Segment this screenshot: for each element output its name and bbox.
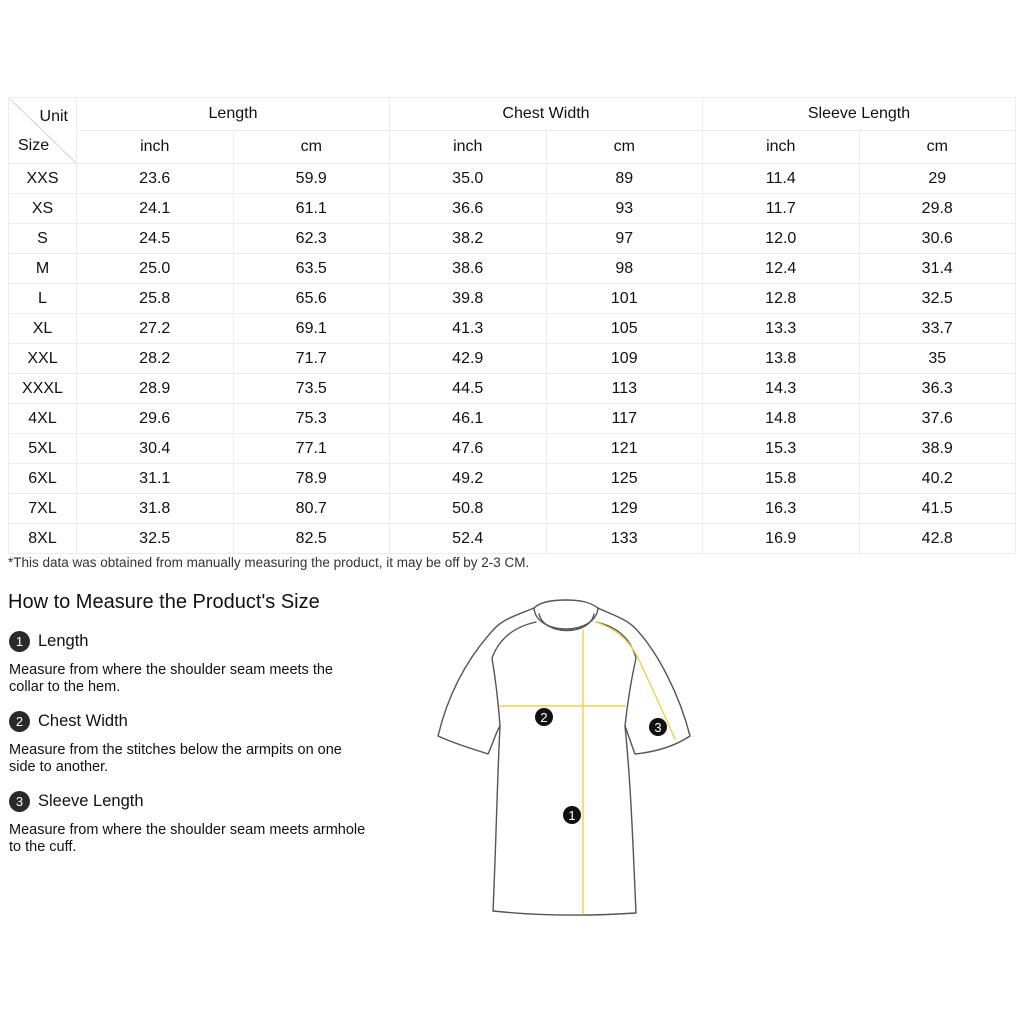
table-cell: 38.6 xyxy=(390,254,547,284)
table-cell: 29.8 xyxy=(859,194,1016,224)
tshirt-outline xyxy=(438,608,690,915)
step-sleeve-length-heading xyxy=(9,791,144,812)
svg-text:1: 1 xyxy=(568,808,576,823)
table-cell: 35 xyxy=(859,344,1016,374)
step-title: Sleeve Length xyxy=(38,792,144,810)
table-row xyxy=(9,404,1016,434)
step-title: Chest Width xyxy=(38,712,128,730)
table-cell: 80.7 xyxy=(233,494,390,524)
table-cell: 49.2 xyxy=(390,464,547,494)
table-cell: 24.1 xyxy=(77,194,234,224)
table-cell: 105 xyxy=(546,314,703,344)
table-cell: 25.8 xyxy=(77,284,234,314)
size-label-cell: M xyxy=(9,254,77,284)
unit-header: cm xyxy=(546,131,703,164)
table-cell: 117 xyxy=(546,404,703,434)
table-cell: 30.4 xyxy=(77,434,234,464)
table-cell: 38.2 xyxy=(390,224,547,254)
table-cell: 65.6 xyxy=(233,284,390,314)
corner-cell xyxy=(9,98,77,164)
table-cell: 37.6 xyxy=(859,404,1016,434)
table-cell: 121 xyxy=(546,434,703,464)
table-cell: 62.3 xyxy=(233,224,390,254)
table-row xyxy=(9,434,1016,464)
table-cell: 15.3 xyxy=(703,434,860,464)
unit-header: inch xyxy=(703,131,860,164)
table-cell: 71.7 xyxy=(233,344,390,374)
table-cell: 31.1 xyxy=(77,464,234,494)
step-length-description: Measure from where the shoulder seam meets the collar to the hem. xyxy=(9,662,333,695)
table-cell: 32.5 xyxy=(859,284,1016,314)
unit-header: inch xyxy=(390,131,547,164)
tshirt-raglan-seam-right xyxy=(596,622,636,726)
table-row xyxy=(9,344,1016,374)
table-cell: 63.5 xyxy=(233,254,390,284)
size-label-cell: S xyxy=(9,224,77,254)
table-cell: 13.8 xyxy=(703,344,860,374)
table-cell: 93 xyxy=(546,194,703,224)
table-cell: 31.4 xyxy=(859,254,1016,284)
size-label-cell: XL xyxy=(9,314,77,344)
size-label-cell: XS xyxy=(9,194,77,224)
table-cell: 97 xyxy=(546,224,703,254)
how-to-title: How to Measure the Product's Size xyxy=(8,591,320,613)
table-cell: 41.3 xyxy=(390,314,547,344)
table-cell: 40.2 xyxy=(859,464,1016,494)
table-row xyxy=(9,254,1016,284)
table-cell: 14.8 xyxy=(703,404,860,434)
size-label-cell: 4XL xyxy=(9,404,77,434)
table-cell: 129 xyxy=(546,494,703,524)
step-length-heading xyxy=(9,631,88,652)
table-cell: 35.0 xyxy=(390,164,547,194)
size-label-cell: 7XL xyxy=(9,494,77,524)
table-cell: 16.3 xyxy=(703,494,860,524)
table-row xyxy=(9,284,1016,314)
tshirt-raglan-seam-left xyxy=(492,622,536,726)
size-label-cell: 5XL xyxy=(9,434,77,464)
table-cell: 61.1 xyxy=(233,194,390,224)
table-cell: 24.5 xyxy=(77,224,234,254)
table-row xyxy=(9,374,1016,404)
size-label-cell: 8XL xyxy=(9,524,77,554)
table-cell: 16.9 xyxy=(703,524,860,554)
size-label-cell: L xyxy=(9,284,77,314)
table-cell: 15.8 xyxy=(703,464,860,494)
table-cell: 41.5 xyxy=(859,494,1016,524)
marker-1-icon xyxy=(563,806,581,824)
table-cell: 77.1 xyxy=(233,434,390,464)
header-row-units xyxy=(9,131,1016,164)
table-cell: 30.6 xyxy=(859,224,1016,254)
size-label-cell: XXL xyxy=(9,344,77,374)
group-header-length: Length xyxy=(77,98,390,131)
table-row xyxy=(9,524,1016,554)
size-label-cell: XXS xyxy=(9,164,77,194)
table-cell: 12.4 xyxy=(703,254,860,284)
table-cell: 133 xyxy=(546,524,703,554)
table-cell: 36.3 xyxy=(859,374,1016,404)
corner-size-label: Size xyxy=(18,137,50,154)
table-cell: 113 xyxy=(546,374,703,404)
header-row-groups xyxy=(9,98,1016,131)
table-cell: 44.5 xyxy=(390,374,547,404)
unit-header: cm xyxy=(233,131,390,164)
table-row xyxy=(9,464,1016,494)
unit-header: cm xyxy=(859,131,1016,164)
step-title: Length xyxy=(38,632,89,650)
table-cell: 29 xyxy=(859,164,1016,194)
size-label-cell: XXXL xyxy=(9,374,77,404)
table-cell: 50.8 xyxy=(390,494,547,524)
table-cell: 73.5 xyxy=(233,374,390,404)
table-cell: 125 xyxy=(546,464,703,494)
table-cell: 59.9 xyxy=(233,164,390,194)
marker-2-icon xyxy=(535,708,553,726)
table-row xyxy=(9,494,1016,524)
corner-unit-label: Unit xyxy=(39,108,68,125)
tshirt-collar-outer xyxy=(534,600,598,629)
table-cell: 31.8 xyxy=(77,494,234,524)
table-cell: 14.3 xyxy=(703,374,860,404)
unit-header: inch xyxy=(77,131,234,164)
svg-text:3: 3 xyxy=(654,720,662,735)
size-table xyxy=(8,97,1016,554)
table-cell: 78.9 xyxy=(233,464,390,494)
table-cell: 11.7 xyxy=(703,194,860,224)
table-cell: 42.8 xyxy=(859,524,1016,554)
table-row xyxy=(9,194,1016,224)
tshirt-collar-inner xyxy=(539,614,594,631)
table-row xyxy=(9,164,1016,194)
table-cell: 13.3 xyxy=(703,314,860,344)
table-cell: 25.0 xyxy=(77,254,234,284)
table-cell: 36.6 xyxy=(390,194,547,224)
size-label-cell: 6XL xyxy=(9,464,77,494)
table-cell: 29.6 xyxy=(77,404,234,434)
table-cell: 75.3 xyxy=(233,404,390,434)
tshirt-measurement-diagram xyxy=(430,596,700,918)
size-table-body xyxy=(9,164,1016,554)
table-cell: 12.0 xyxy=(703,224,860,254)
table-row xyxy=(9,224,1016,254)
number-badge-3-icon: 3 xyxy=(9,791,30,812)
table-cell: 69.1 xyxy=(233,314,390,344)
table-cell: 38.9 xyxy=(859,434,1016,464)
number-badge-1-icon: 1 xyxy=(9,631,30,652)
table-cell: 28.2 xyxy=(77,344,234,374)
table-row xyxy=(9,314,1016,344)
measurement-note: *This data was obtained from manually measuring the product, it may be off by 2-3 CM. xyxy=(8,555,530,570)
table-cell: 32.5 xyxy=(77,524,234,554)
table-cell: 23.6 xyxy=(77,164,234,194)
group-header-chest-width: Chest Width xyxy=(390,98,703,131)
table-cell: 89 xyxy=(546,164,703,194)
table-cell: 28.9 xyxy=(77,374,234,404)
table-cell: 101 xyxy=(546,284,703,314)
table-cell: 33.7 xyxy=(859,314,1016,344)
number-badge-2-icon: 2 xyxy=(9,711,30,732)
table-cell: 52.4 xyxy=(390,524,547,554)
table-cell: 39.8 xyxy=(390,284,547,314)
group-header-sleeve-length: Sleeve Length xyxy=(703,98,1016,131)
step-chest-width-heading xyxy=(9,711,128,732)
marker-3-icon xyxy=(649,718,667,736)
table-cell: 46.1 xyxy=(390,404,547,434)
step-sleeve-length-description: Measure from where the shoulder seam meets armhole to the cuff. xyxy=(9,822,366,855)
table-cell: 82.5 xyxy=(233,524,390,554)
table-cell: 47.6 xyxy=(390,434,547,464)
step-chest-width-description: Measure from the stitches below the armpits on one side to another. xyxy=(9,742,342,775)
table-cell: 98 xyxy=(546,254,703,284)
table-cell: 11.4 xyxy=(703,164,860,194)
table-cell: 109 xyxy=(546,344,703,374)
table-cell: 27.2 xyxy=(77,314,234,344)
table-cell: 12.8 xyxy=(703,284,860,314)
table-cell: 42.9 xyxy=(390,344,547,374)
svg-text:2: 2 xyxy=(540,710,548,725)
